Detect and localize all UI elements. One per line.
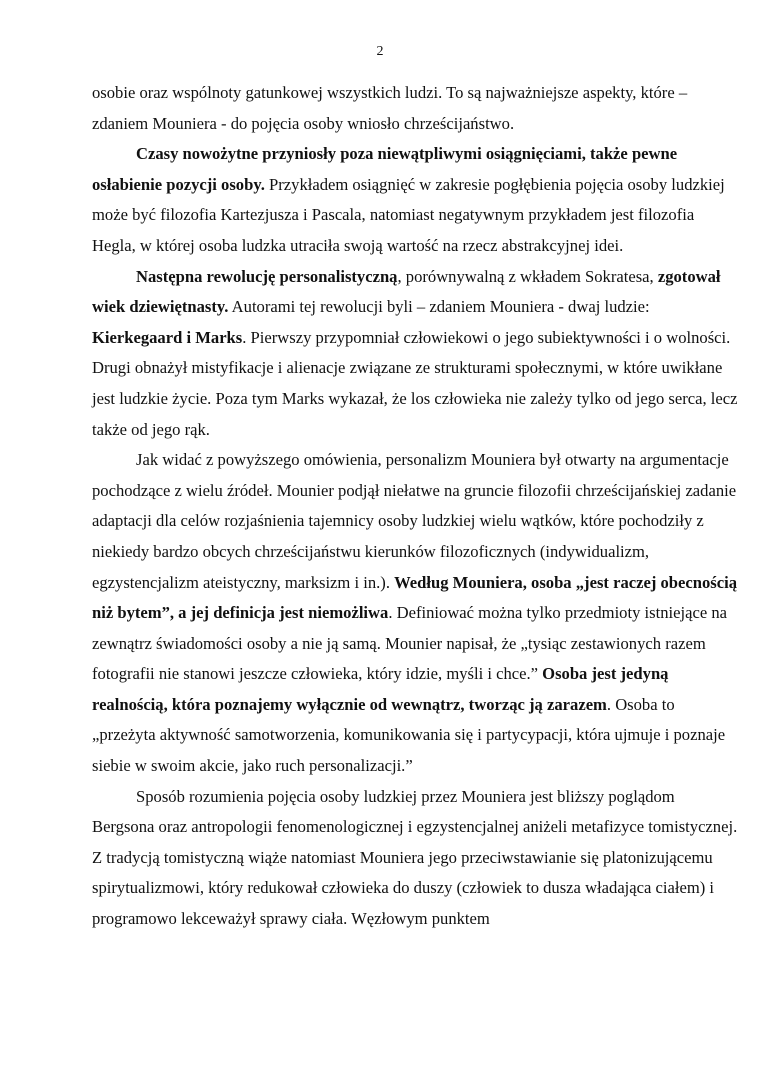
bold-segment: Następna rewolucję personalistyczną bbox=[136, 266, 398, 286]
bold-segment: zgotował wiek dziewiętnasty. bbox=[92, 266, 721, 317]
text-segment: Przykładem osiągnięć w zakresie pogłębienia pojęcia osoby ludzkiej może być filozofia Kartezjusza i Pascala, natomiast negatywnym przykładem jest filozofia Hegla, w której osoba ludzka utraciła swoją wartość na rzecz abstrakcyjnej idei. bbox=[92, 174, 725, 255]
text-segment: , porównywalną z wkładem Sokratesa, bbox=[397, 266, 658, 286]
text-segment: . Definiować można tylko przedmioty istniejące na zewnątrz świadomości osoby a nie ją samą. Mounier napisał, że „tysiąc zestawionych razem fotografii nie stanowi jeszcze człowieka, który idzie, myśli i chce.” bbox=[92, 603, 728, 684]
text-segment: Autorami tej rewolucji byli – zdaniem Mouniera - dwaj ludzie: bbox=[228, 297, 650, 317]
bold-segment: Według Mouniera, osoba „jest raczej obecnością niż bytem”, a jej definicja jest niemożliwa bbox=[92, 572, 738, 623]
text-segment: Sposób rozumienia pojęcia osoby ludzkiej przez Mouniera jest bliższy poglądom Bergsona oraz antropologii fenomenologicznej i egzystencjalnej aniżeli metafizyce tomistycznej. Z tradycją tomistyczną wiąże natomiast Mouniera jego przeciwstawianie się platonizującemu spirytualizmowi, który redukował człowieka do duszy (człowiek to dusza władająca ciałem) i programowo lekceważył sprawy ciała. Węzłowym punktem bbox=[92, 786, 738, 929]
paragraph-4 bbox=[92, 445, 740, 782]
document-body bbox=[92, 78, 740, 935]
text-segment: osobie oraz wspólnoty gatunkowej wszystkich ludzi. To są najważniejsze aspekty, które – zdaniem Mouniera - do pojęcia osoby wniosło chrześcijaństwo. bbox=[92, 83, 688, 133]
paragraph-3 bbox=[92, 262, 740, 446]
paragraph-1 bbox=[92, 78, 740, 139]
bold-segment: Osoba jest jedyną realnością, która poznajemy wyłącznie od wewnątrz, tworząc ją zarazem bbox=[92, 664, 669, 714]
text-segment: Jak widać z powyższego omówienia, personalizm Mouniera był otwarty na argumentacje pochodzące z wielu źródeł. Mounier podjął niełatwe na gruncie filozofii chrześcijańskiej zadanie adaptacji dla celów rozjaśnienia tajemnicy osoby ludzkiej wielu wątków, które pochodziły z niekiedy bardzo obcych chrześcijaństwu kierunków filozoficznych (indywidualizm, egzystencjalizm ateistyczny, marksizm i in.). bbox=[92, 450, 737, 592]
text-segment: . Pierwszy przypomniał człowiekowi o jego subiektywności i o wolności. Drugi obnażył mistyfikacje i alienacje związane ze strukturami społecznymi, w które uwikłane jest ludzkie życie. Poza tym Marks wykazał, że los człowieka nie zależy tylko od jego serca, lecz także od jego rąk. bbox=[92, 327, 738, 439]
page-number: 2 bbox=[376, 44, 384, 59]
paragraph-2 bbox=[92, 139, 740, 261]
text-segment: . Osoba to „przeżyta aktywność samotworzenia, komunikowania się i partycypacji, która ujmuje i poznaje siebie w swoim akcie, jako ruch personalizacji.” bbox=[92, 694, 726, 776]
bold-segment: Czasy nowożytne przyniosły poza niewątpliwymi osiągnięciami, także pewne osłabienie pozycji osoby. bbox=[92, 144, 678, 194]
paragraph-5 bbox=[92, 782, 740, 935]
bold-segment: Kierkegaard i Marks bbox=[92, 327, 243, 347]
